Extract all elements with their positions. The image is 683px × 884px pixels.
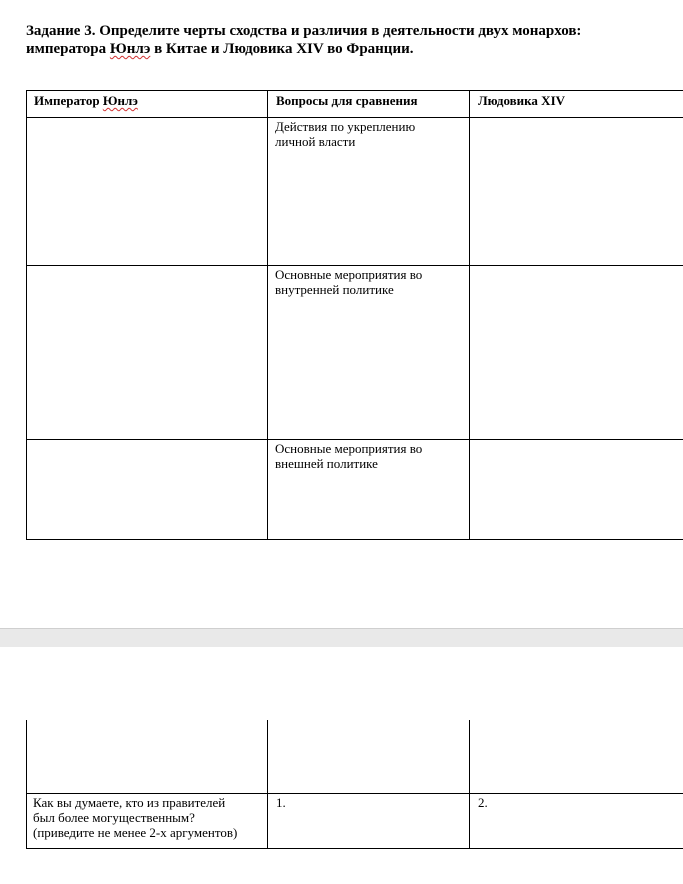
- question-cell-domestic-policy: [275, 267, 460, 297]
- table-border: [26, 848, 683, 849]
- table-border: [267, 720, 268, 849]
- table-border: [26, 439, 683, 440]
- header-emperor-prefix: Император: [34, 93, 103, 108]
- question-text-line: Основные мероприятия во: [275, 267, 423, 282]
- table-border: [267, 90, 268, 540]
- spellcheck-word-yongle: Юнлэ: [109, 41, 151, 57]
- question-text-line: внешней политике: [275, 456, 378, 471]
- question-text-line: был более могущественным?: [33, 810, 195, 825]
- question-text-line: Основные мероприятия во: [275, 441, 423, 456]
- task-heading-prefix: императора: [26, 41, 110, 57]
- table-border: [26, 117, 683, 118]
- question-text-line: внутренней политике: [275, 282, 394, 297]
- document-page-2: [0, 647, 683, 884]
- task-heading: [26, 22, 666, 58]
- answer-number-2: 2.: [478, 795, 488, 810]
- task-heading-suffix: в Китае и Людовика XIV во Франции.: [150, 41, 414, 57]
- question-text-line: (приведите не менее 2-х аргументов): [33, 825, 238, 840]
- question-cell-foreign-policy: [275, 441, 460, 471]
- task-heading-line-1: Задание 3. Определите черты сходства и различия в деятельности двух монархов:: [26, 23, 582, 39]
- spellcheck-word-yongle: Юнлэ: [102, 93, 138, 108]
- question-cell-power: [275, 119, 460, 149]
- table-border: [26, 265, 683, 266]
- question-cell-more-powerful: [33, 795, 263, 840]
- header-questions: Вопросы для сравнения: [276, 93, 418, 108]
- answer-number-1: 1.: [276, 795, 286, 810]
- task-heading-line-2: [26, 40, 666, 58]
- page-break-gap: [0, 628, 683, 648]
- table-border: [26, 90, 683, 91]
- table-border: [26, 720, 27, 849]
- table-border: [26, 539, 683, 540]
- question-text-line: Действия по укреплению: [275, 119, 416, 134]
- header-emperor-yongle: [34, 93, 138, 109]
- question-text-line: Как вы думаете, кто из правителей: [33, 795, 226, 810]
- table-border: [469, 720, 470, 849]
- header-louis-xiv: Людовика XIV: [478, 93, 566, 108]
- table-border: [26, 90, 27, 540]
- table-border: [469, 90, 470, 540]
- question-text-line: личной власти: [275, 134, 356, 149]
- table-border: [26, 793, 683, 794]
